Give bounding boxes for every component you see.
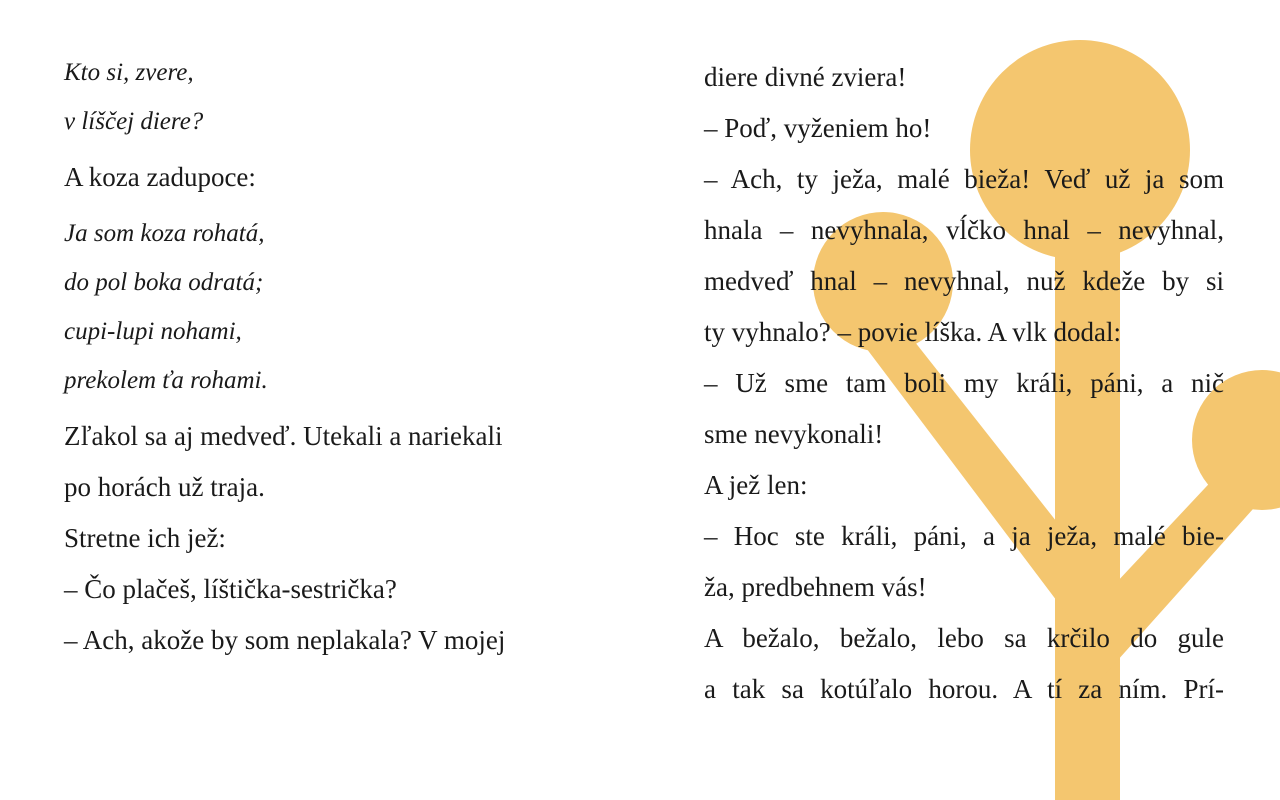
verse-stanza-1 [64, 48, 604, 146]
right-page [704, 52, 1224, 715]
prose-line: – Ach, akože by som neplakala? V mojej [64, 625, 506, 655]
verse-line: Ja som koza rohatá, [64, 220, 265, 247]
prose-line: po horách už traja. [64, 472, 265, 502]
prose-line: A bežalo, bežalo, lebo sa krčilo do gule [704, 623, 1224, 653]
prose-line: Stretne ich jež: [64, 523, 226, 553]
prose-line: Zľakol sa aj medveď. Utekali a nariekali [64, 421, 503, 451]
prose-line: – Čo plačeš, líštička-sestrička? [64, 574, 397, 604]
narration-line: A koza zadupoce: [64, 162, 256, 192]
prose-line: hnala – nevyhnala, vĺčko hnal – nevyhnal, [704, 215, 1224, 245]
prose-line: ty vyhnalo? – povie líška. A vlk dodal: [704, 317, 1121, 347]
verse-line: v líščej diere? [64, 108, 204, 135]
prose-line: – Poď, vyženiem ho! [704, 113, 932, 143]
prose-line: – Už sme tam boli my králi, páni, a nič [704, 368, 1224, 398]
prose-line: ža, predbehnem vás! [704, 572, 927, 602]
prose-line: sme nevykonali! [704, 419, 884, 449]
prose-line: a tak sa kotúľalo horou. A tí za ním. Prí- [704, 674, 1224, 704]
prose-line: – Ach, ty ježa, malé bieža! Veď už ja som [704, 164, 1224, 194]
verse-line: Kto si, zvere, [64, 59, 194, 86]
left-page [64, 48, 604, 666]
prose-line: medveď hnal – nevyhnal, nuž kdeže by si [704, 266, 1224, 296]
prose-line: diere divné zviera! [704, 62, 907, 92]
prose-line: A jež len: [704, 470, 808, 500]
prose-block [64, 411, 604, 666]
verse-line: cupi-lupi nohami, [64, 318, 242, 345]
verse-line: prekolem ťa rohami. [64, 367, 268, 394]
verse-stanza-2 [64, 209, 604, 405]
prose-line: – Hoc ste králi, páni, a ja ježa, malé bie- [704, 521, 1224, 551]
verse-line: do pol boka odratá; [64, 269, 264, 296]
